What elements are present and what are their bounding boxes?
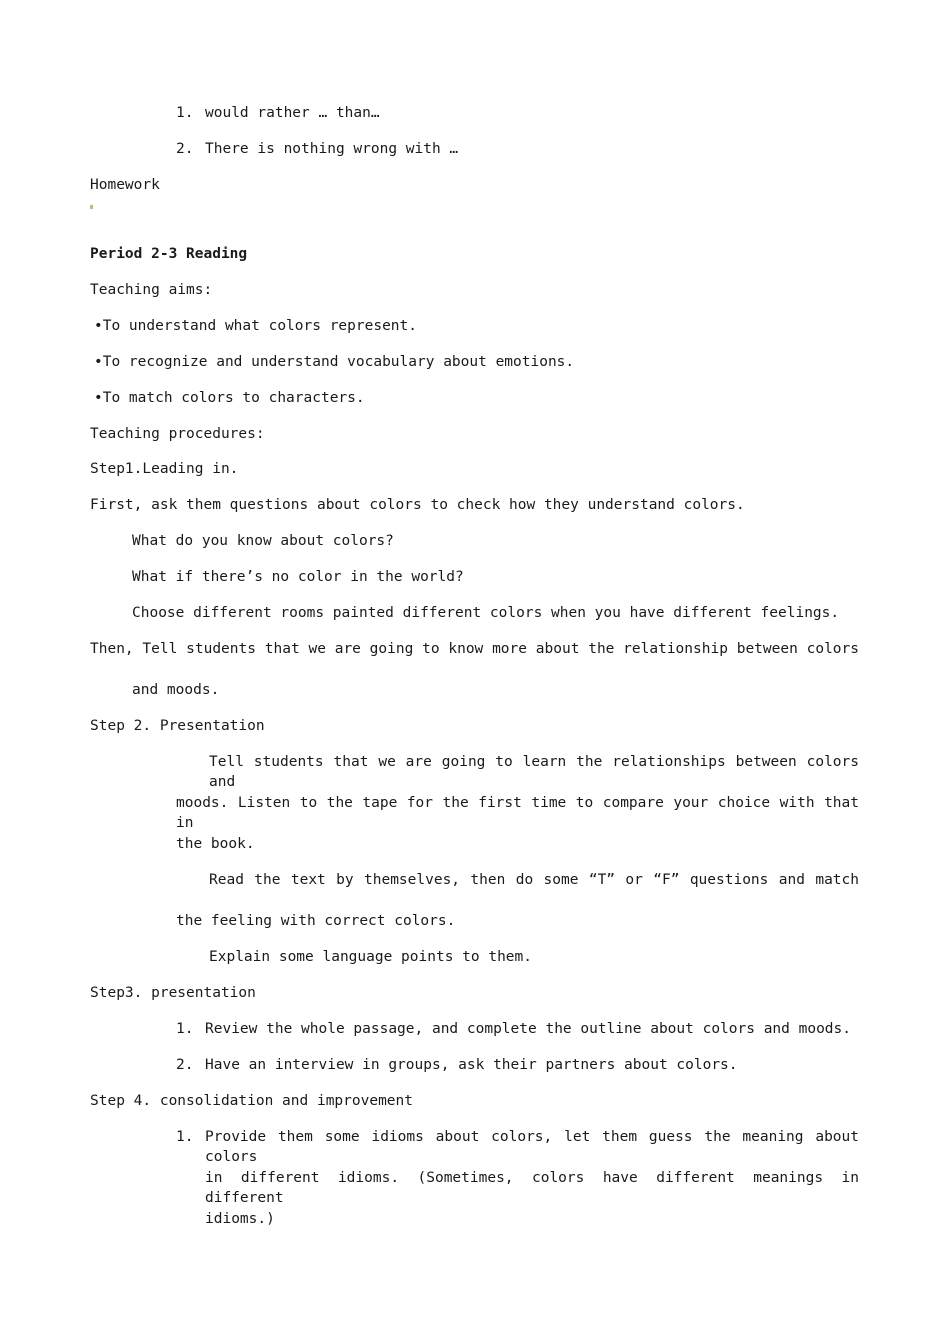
list-text: Review the whole passage, and complete the outline about colors and moods. [205,1021,852,1037]
list-item-2 [176,139,458,159]
step4-item-number: 1. [176,1129,194,1145]
step1-first: First, ask them questions about colors to check how they understand colors. [90,497,745,513]
step2-paragraph-line: the book. [176,836,255,852]
step2-paragraph-line: Tell students that we are going to learn the relationships between colors and [209,754,859,790]
teaching-aims-label: Teaching aims: [90,282,213,298]
aim-item: •To recognize and understand vocabulary about emotions. [94,354,575,370]
aim-item: •To match colors to characters. [94,390,365,406]
step1-question: Choose different rooms painted different colors when you have different feelings. [132,605,840,621]
step2-paragraph-line: Explain some language points to them. [209,949,533,965]
list-number: 1. [176,1021,194,1037]
procedures-label: Teaching procedures: [90,426,265,442]
step1-then-line: Then, Tell students that we are going to know more about the relationship between colors [90,641,859,657]
homework-label: Homework [90,177,160,193]
step4-item-line: idioms.) [205,1211,275,1227]
decorative-mark [90,205,93,209]
step2-paragraph-line: Read the text by themselves, then do some “T” or “F” questions and match [209,872,859,888]
step4-item-line: in different idioms. (Sometimes, colors have different meanings in different [205,1170,859,1206]
period-title: Period 2-3 Reading [90,246,248,262]
step4-title: Step 4. consolidation and improvement [90,1093,414,1109]
step1-question: What if there’s no color in the world? [132,569,464,585]
aim-item: •To understand what colors represent. [94,318,418,334]
step2-paragraph-line: the feeling with correct colors. [176,913,456,929]
step3-item-1 [176,1019,851,1039]
list-text: There is nothing wrong with … [205,141,459,157]
list-text: would rather … than… [205,105,380,121]
list-item-1 [176,103,380,123]
list-text: Have an interview in groups, ask their partners about colors. [205,1057,738,1073]
list-number: 1. [176,105,194,121]
step3-title: Step3. presentation [90,985,256,1001]
step2-title: Step 2. Presentation [90,718,265,734]
step2-paragraph-line: moods. Listen to the tape for the first time to compare your choice with that in [176,795,859,831]
step3-item-2 [176,1055,738,1075]
step1-question: What do you know about colors? [132,533,394,549]
list-number: 2. [176,141,194,157]
step1-then-line: and moods. [132,682,220,698]
step4-item-line: Provide them some idioms about colors, let them guess the meaning about colors [205,1129,859,1165]
step1-title: Step1.Leading in. [90,461,239,477]
list-number: 2. [176,1057,194,1073]
